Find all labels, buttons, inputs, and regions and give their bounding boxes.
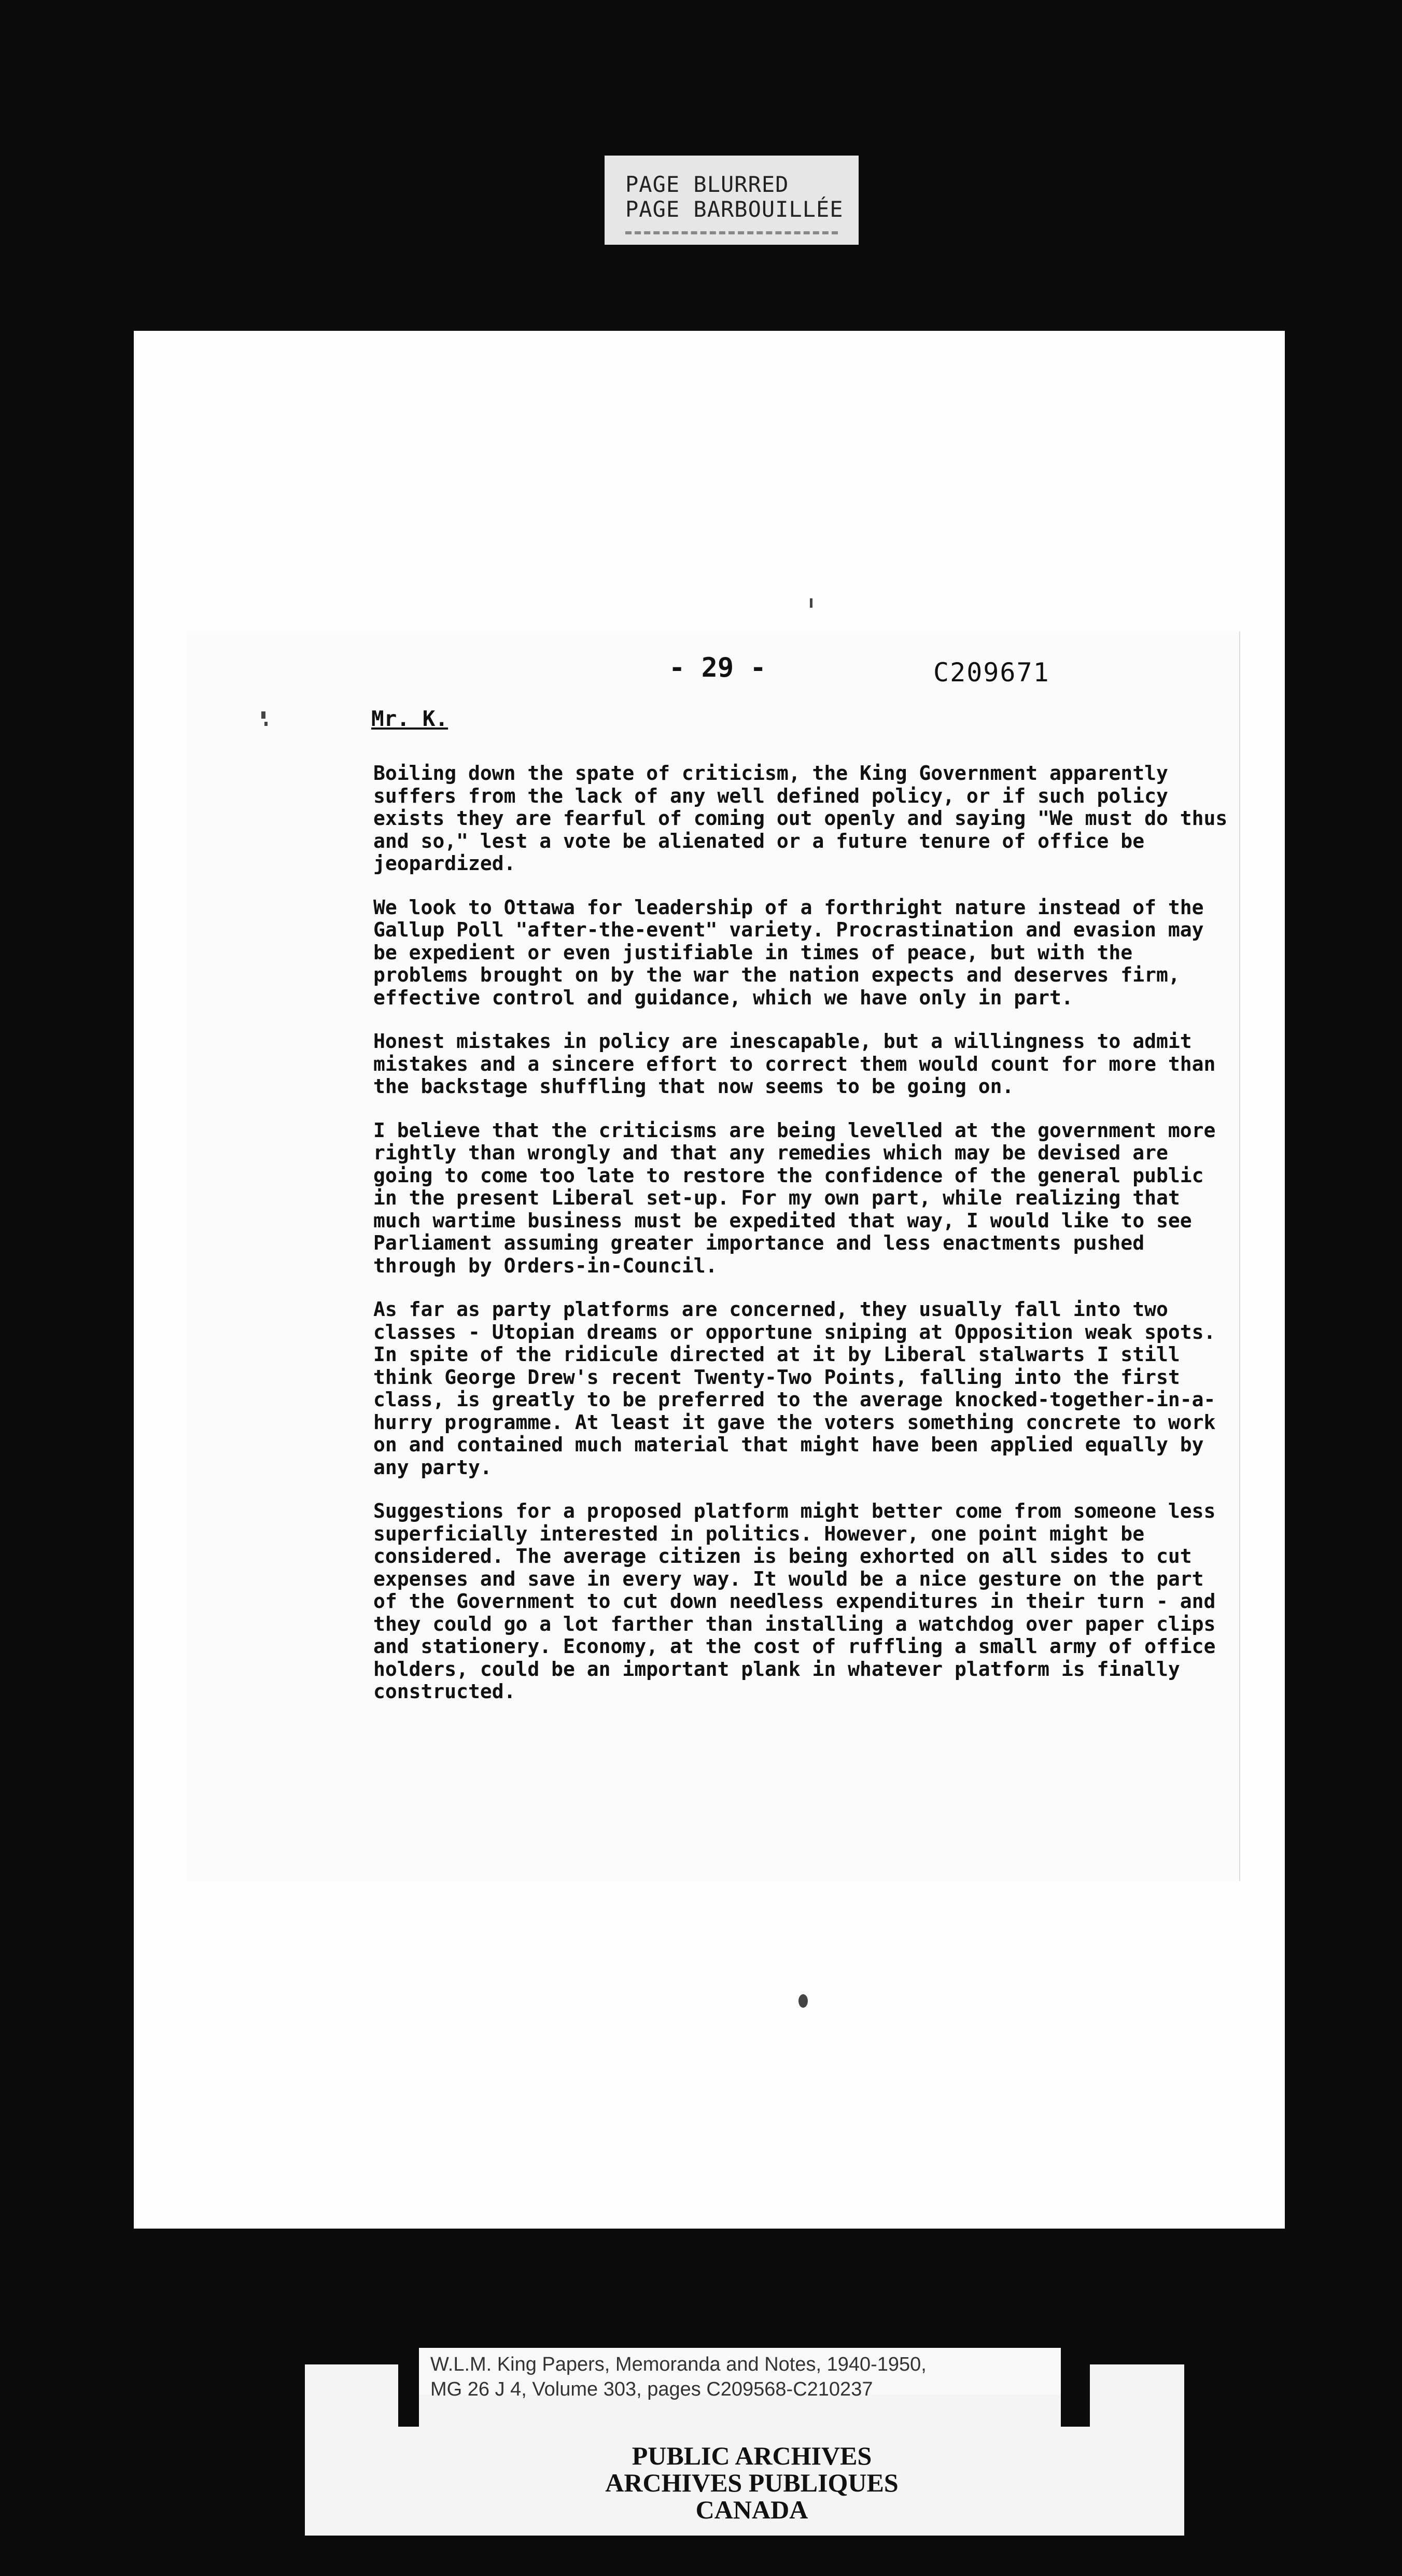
addressee: Mr. K.: [371, 706, 448, 731]
label-notch: [398, 2364, 419, 2427]
archives-line: PUBLIC ARCHIVES: [632, 2441, 872, 2470]
archives-line: ARCHIVES PUBLIQUES: [605, 2468, 899, 2497]
archives-line: CANADA: [695, 2495, 808, 2524]
speck-mark: [261, 711, 265, 719]
paragraph: As far as party platforms are concerned, they usually fall into two classes - Utopian dreams or opportune sniping at Opposition weak spots. In spite of the ridicule directed at it by Liberal stalwarts I still think George Drew's recent Twenty-Two Points, falling into the first class, is greatly to be preferred to the average knocked-together-in-a-hurry programme. At least it gave the voters something concrete to work on and contained much material that might have been applied equally by any party.: [373, 1298, 1216, 1479]
speck-mark: [264, 722, 268, 726]
stamp-line-french: PAGE BARBOUILLÉE: [625, 197, 844, 222]
citation-line: MG 26 J 4, Volume 303, pages C209568-C210237: [430, 2378, 873, 2400]
paragraph: I believe that the criticisms are being levelled at the government more rightly than wrongly and that any remedies which may be devised are going to come too late to restore the confidence of the general public in the present Liberal set-up. For my own part, while realizing that much wartime business must be expedited that way, I would like to see Parliament assuming greater importance and less enactments pushed through by Orders-in-Council.: [373, 1118, 1216, 1277]
archives-name: [518, 2442, 985, 2523]
letter-body: [373, 762, 1234, 1725]
speck-mark: [810, 598, 812, 608]
page-blurred-stamp: [605, 156, 859, 245]
citation: [430, 2352, 927, 2402]
paragraph: Honest mistakes in policy are inescapable, but a willingness to admit mistakes and a sincere effort to correct them would count for more than the backstage shuffling that now seems to be going on.: [373, 1030, 1216, 1098]
page-number: - 29 -: [669, 652, 766, 683]
paragraph: We look to Ottawa for leadership of a forthright nature instead of the Gallup Poll "after-the-event" variety. Procrastination and evasion may be expedient or even justifiable in times of peace, but with the problems brought on by the war the nation expects and deserves firm, effective control and guidance, which we have only in part.: [373, 895, 1204, 1009]
paragraph: Suggestions for a proposed platform might better come from someone less superficially interested in politics. However, one point might be considered. The average citizen is being exhorted on all sides to cut expenses and save in every way. It would be a nice gesture on the part of the Government to cut down needless expenditures in their turn - and they could go a lot farther than installing a watchdog over paper clips and stationery. Economy, at the cost of ruffling a small army of office holders, could be an important plank in whatever platform is finally constructed.: [373, 1500, 1216, 1703]
label-notch: [1061, 2364, 1090, 2427]
speck-mark: [798, 1994, 808, 2008]
document-code: C209671: [933, 657, 1050, 688]
paragraph: Boiling down the spate of criticism, the King Government apparently suffers from the lack of any well defined policy, or if such policy exists they are fearful of coming out openly and saying "We must do thus and so," lest a vote be alienated or a future tenure of office be jeopardized.: [373, 762, 1228, 875]
citation-line: W.L.M. King Papers, Memoranda and Notes, 1940-1950,: [430, 2354, 927, 2375]
stamp-divider: [625, 231, 838, 234]
stamp-line-english: PAGE BLURRED: [625, 172, 789, 197]
